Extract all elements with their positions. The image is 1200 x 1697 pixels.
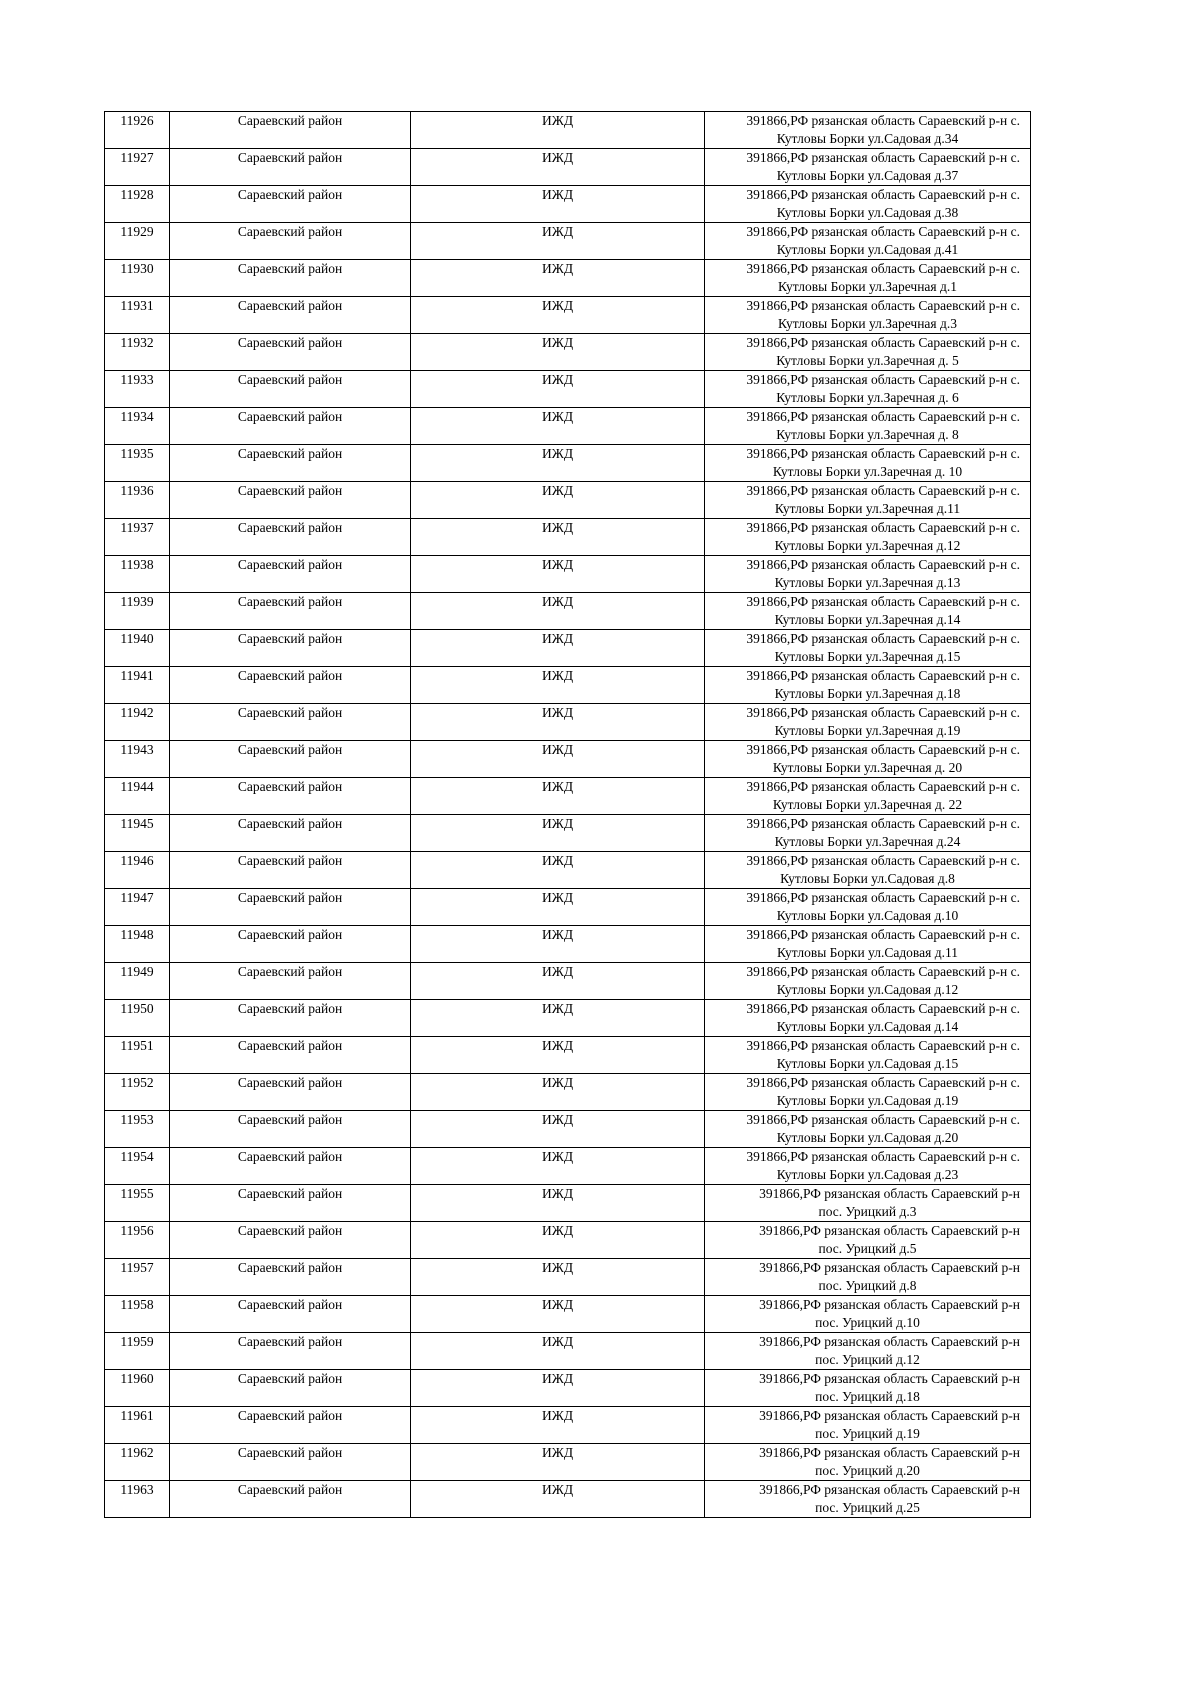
district-cell: Сараевский район [170,1481,411,1518]
object-type-cell: ИЖД [411,1444,705,1481]
object-type-cell: ИЖД [411,815,705,852]
object-type-cell: ИЖД [411,556,705,593]
object-type-cell: ИЖД [411,149,705,186]
district-cell: Сараевский район [170,519,411,556]
district-cell: Сараевский район [170,1148,411,1185]
object-type-cell: ИЖД [411,223,705,260]
address-line-2: Кутловы Борки ул.Заречная д. 10 [772,464,963,479]
object-type-cell: ИЖД [411,1185,705,1222]
object-type-cell: ИЖД [411,445,705,482]
district-cell: Сараевский район [170,889,411,926]
table-row [105,852,1031,889]
address-cell [705,1074,1031,1111]
row-number: 11935 [105,445,170,482]
address-line-1: 391866,РФ рязанская область Сараевский р-н с. [746,890,1020,905]
district-cell: Сараевский район [170,556,411,593]
row-number: 11932 [105,334,170,371]
object-type-cell: ИЖД [411,1074,705,1111]
address-line-2: Кутловы Борки ул.Садовая д.41 [776,242,959,257]
address-line-2: Кутловы Борки ул.Садовая д.11 [777,945,958,960]
address-line-1: 391866,РФ рязанская область Сараевский р-н [759,1371,1020,1386]
registry-table-body [105,112,1031,1518]
row-number: 11939 [105,593,170,630]
table-row [105,260,1031,297]
address-line-1: 391866,РФ рязанская область Сараевский р-н с. [746,224,1020,239]
district-cell: Сараевский район [170,408,411,445]
address-cell [705,556,1031,593]
row-number: 11930 [105,260,170,297]
table-row [105,149,1031,186]
registry-table [104,111,1031,1518]
district-cell: Сараевский район [170,149,411,186]
table-row [105,1481,1031,1518]
address-cell [705,667,1031,704]
object-type-cell: ИЖД [411,1259,705,1296]
address-line-2: Кутловы Борки ул.Садовая д.10 [776,908,959,923]
district-cell: Сараевский район [170,667,411,704]
district-cell: Сараевский район [170,1444,411,1481]
district-cell: Сараевский район [170,112,411,149]
address-cell [705,297,1031,334]
address-cell [705,408,1031,445]
address-line-1: 391866,РФ рязанская область Сараевский р-н с. [746,557,1020,572]
object-type-cell: ИЖД [411,889,705,926]
object-type-cell: ИЖД [411,741,705,778]
address-cell [705,1222,1031,1259]
district-cell: Сараевский район [170,1111,411,1148]
row-number: 11962 [105,1444,170,1481]
object-type-cell: ИЖД [411,926,705,963]
address-cell [705,704,1031,741]
address-cell [705,371,1031,408]
table-row [105,667,1031,704]
row-number: 11933 [105,371,170,408]
address-line-1: 391866,РФ рязанская область Сараевский р-н [759,1334,1020,1349]
district-cell: Сараевский район [170,1185,411,1222]
object-type-cell: ИЖД [411,630,705,667]
address-line-1: 391866,РФ рязанская область Сараевский р-н с. [746,483,1020,498]
row-number: 11963 [105,1481,170,1518]
district-cell: Сараевский район [170,445,411,482]
table-row [105,1444,1031,1481]
address-line-1: 391866,РФ рязанская область Сараевский р-н [759,1223,1020,1238]
address-line-2: Кутловы Борки ул.Заречная д. 22 [772,797,963,812]
row-number: 11946 [105,852,170,889]
address-cell [705,112,1031,149]
object-type-cell: ИЖД [411,519,705,556]
row-number: 11947 [105,889,170,926]
district-cell: Сараевский район [170,963,411,1000]
address-cell [705,926,1031,963]
district-cell: Сараевский район [170,593,411,630]
address-line-1: 391866,РФ рязанская область Сараевский р-н [759,1186,1020,1201]
address-line-2: Кутловы Борки ул.Заречная д.18 [774,686,961,701]
address-line-1: 391866,РФ рязанская область Сараевский р-н с. [746,631,1020,646]
address-cell [705,778,1031,815]
address-cell [705,445,1031,482]
address-line-2: Кутловы Борки ул.Садовая д.19 [776,1093,959,1108]
object-type-cell: ИЖД [411,1407,705,1444]
address-cell [705,852,1031,889]
table-row [105,223,1031,260]
row-number: 11953 [105,1111,170,1148]
address-cell [705,1407,1031,1444]
table-row [105,186,1031,223]
table-row [105,112,1031,149]
address-line-2: Кутловы Борки ул.Заречная д.14 [774,612,961,627]
row-number: 11944 [105,778,170,815]
address-line-1: 391866,РФ рязанская область Сараевский р-н с. [746,1112,1020,1127]
address-cell [705,1370,1031,1407]
table-row [105,371,1031,408]
table-row [105,926,1031,963]
address-line-1: 391866,РФ рязанская область Сараевский р-н с. [746,150,1020,165]
district-cell: Сараевский район [170,1296,411,1333]
address-cell [705,260,1031,297]
object-type-cell: ИЖД [411,1148,705,1185]
table-row [105,1000,1031,1037]
table-row [105,334,1031,371]
row-number: 11936 [105,482,170,519]
table-row [105,482,1031,519]
address-cell [705,1185,1031,1222]
address-cell [705,519,1031,556]
address-line-1: 391866,РФ рязанская область Сараевский р-н с. [746,964,1020,979]
object-type-cell: ИЖД [411,1000,705,1037]
table-row [105,1185,1031,1222]
district-cell: Сараевский район [170,815,411,852]
row-number: 11952 [105,1074,170,1111]
address-line-2: Кутловы Борки ул.Заречная д.11 [774,501,961,516]
address-cell [705,630,1031,667]
table-row [105,889,1031,926]
address-cell [705,1333,1031,1370]
address-cell [705,741,1031,778]
address-line-2: Кутловы Борки ул.Заречная д.1 [777,279,958,294]
object-type-cell: ИЖД [411,1296,705,1333]
table-row [105,408,1031,445]
address-cell [705,186,1031,223]
object-type-cell: ИЖД [411,1111,705,1148]
address-cell [705,482,1031,519]
row-number: 11950 [105,1000,170,1037]
row-number: 11937 [105,519,170,556]
district-cell: Сараевский район [170,371,411,408]
address-line-1: 391866,РФ рязанская область Сараевский р-н с. [746,705,1020,720]
address-line-2: Кутловы Борки ул.Заречная д.15 [774,649,961,664]
table-row [105,445,1031,482]
address-cell [705,1481,1031,1518]
table-row [105,1259,1031,1296]
district-cell: Сараевский район [170,1037,411,1074]
object-type-cell: ИЖД [411,1370,705,1407]
address-line-1: 391866,РФ рязанская область Сараевский р-н с. [746,742,1020,757]
address-line-1: 391866,РФ рязанская область Сараевский р-н с. [746,1038,1020,1053]
row-number: 11938 [105,556,170,593]
table-row [105,1111,1031,1148]
address-line-2: Кутловы Борки ул.Заречная д.13 [774,575,961,590]
address-line-2: Кутловы Борки ул.Садовая д.8 [780,871,955,886]
address-line-1: 391866,РФ рязанская область Сараевский р-н с. [746,853,1020,868]
address-line-1: 391866,РФ рязанская область Сараевский р-н с. [746,816,1020,831]
table-row [105,556,1031,593]
row-number: 11955 [105,1185,170,1222]
row-number: 11954 [105,1148,170,1185]
address-line-1: 391866,РФ рязанская область Сараевский р-н [759,1297,1020,1312]
address-line-2: пос. Урицкий д.8 [818,1278,917,1293]
district-cell: Сараевский район [170,1333,411,1370]
table-row [105,1370,1031,1407]
object-type-cell: ИЖД [411,778,705,815]
object-type-cell: ИЖД [411,408,705,445]
district-cell: Сараевский район [170,926,411,963]
row-number: 11956 [105,1222,170,1259]
address-line-2: пос. Урицкий д.25 [815,1500,920,1515]
address-cell [705,1296,1031,1333]
table-row [105,1407,1031,1444]
address-line-1: 391866,РФ рязанская область Сараевский р-н с. [746,594,1020,609]
table-row [105,630,1031,667]
row-number: 11941 [105,667,170,704]
table-row [105,963,1031,1000]
table-row [105,741,1031,778]
row-number: 11945 [105,815,170,852]
address-line-2: Кутловы Борки ул.Садовая д.14 [776,1019,959,1034]
address-cell [705,1259,1031,1296]
address-line-2: пос. Урицкий д.3 [818,1204,917,1219]
table-row [105,1333,1031,1370]
address-line-2: Кутловы Борки ул.Заречная д.3 [777,316,958,331]
address-line-2: пос. Урицкий д.12 [815,1352,920,1367]
address-line-1: 391866,РФ рязанская область Сараевский р-н с. [746,927,1020,942]
row-number: 11961 [105,1407,170,1444]
address-line-2: Кутловы Борки ул.Заречная д.24 [774,834,961,849]
address-line-2: пос. Урицкий д.20 [815,1463,920,1478]
address-cell [705,1148,1031,1185]
row-number: 11928 [105,186,170,223]
row-number: 11942 [105,704,170,741]
district-cell: Сараевский район [170,297,411,334]
district-cell: Сараевский район [170,260,411,297]
address-cell [705,963,1031,1000]
object-type-cell: ИЖД [411,1037,705,1074]
row-number: 11943 [105,741,170,778]
district-cell: Сараевский район [170,704,411,741]
address-line-1: 391866,РФ рязанская область Сараевский р-н [759,1482,1020,1497]
table-row [105,778,1031,815]
object-type-cell: ИЖД [411,186,705,223]
district-cell: Сараевский район [170,630,411,667]
object-type-cell: ИЖД [411,704,705,741]
table-row [105,1222,1031,1259]
address-line-2: Кутловы Борки ул.Садовая д.20 [776,1130,959,1145]
table-row [105,1074,1031,1111]
address-line-2: пос. Урицкий д.10 [815,1315,920,1330]
address-line-1: 391866,РФ рязанская область Сараевский р-н с. [746,779,1020,794]
address-cell [705,815,1031,852]
address-line-2: Кутловы Борки ул.Садовая д.15 [776,1056,959,1071]
table-row [105,519,1031,556]
table-row [105,1037,1031,1074]
address-line-2: Кутловы Борки ул.Заречная д.19 [774,723,961,738]
address-line-1: 391866,РФ рязанская область Сараевский р-н с. [746,372,1020,387]
address-cell [705,223,1031,260]
address-line-1: 391866,РФ рязанская область Сараевский р-н с. [746,446,1020,461]
address-cell [705,593,1031,630]
row-number: 11940 [105,630,170,667]
object-type-cell: ИЖД [411,593,705,630]
address-line-1: 391866,РФ рязанская область Сараевский р-н с. [746,409,1020,424]
row-number: 11957 [105,1259,170,1296]
district-cell: Сараевский район [170,1407,411,1444]
address-cell [705,1000,1031,1037]
address-line-2: Кутловы Борки ул.Заречная д. 5 [776,353,959,368]
row-number: 11958 [105,1296,170,1333]
address-cell [705,1037,1031,1074]
district-cell: Сараевский район [170,778,411,815]
row-number: 11927 [105,149,170,186]
address-line-2: пос. Урицкий д.18 [815,1389,920,1404]
address-line-1: 391866,РФ рязанская область Сараевский р-н [759,1408,1020,1423]
object-type-cell: ИЖД [411,1222,705,1259]
object-type-cell: ИЖД [411,852,705,889]
district-cell: Сараевский район [170,1259,411,1296]
object-type-cell: ИЖД [411,667,705,704]
row-number: 11926 [105,112,170,149]
address-line-2: Кутловы Борки ул.Садовая д.37 [776,168,959,183]
address-line-2: пос. Урицкий д.5 [818,1241,917,1256]
district-cell: Сараевский район [170,741,411,778]
row-number: 11934 [105,408,170,445]
table-row [105,815,1031,852]
address-cell [705,334,1031,371]
row-number: 11949 [105,963,170,1000]
district-cell: Сараевский район [170,1074,411,1111]
address-line-1: 391866,РФ рязанская область Сараевский р-н с. [746,1075,1020,1090]
address-line-2: пос. Урицкий д.19 [815,1426,920,1441]
district-cell: Сараевский район [170,223,411,260]
object-type-cell: ИЖД [411,297,705,334]
address-cell [705,1111,1031,1148]
address-line-2: Кутловы Борки ул.Садовая д.12 [776,982,959,997]
district-cell: Сараевский район [170,1370,411,1407]
table-row [105,297,1031,334]
district-cell: Сараевский район [170,1000,411,1037]
object-type-cell: ИЖД [411,482,705,519]
object-type-cell: ИЖД [411,1333,705,1370]
table-row [105,1296,1031,1333]
object-type-cell: ИЖД [411,112,705,149]
table-row [105,593,1031,630]
district-cell: Сараевский район [170,334,411,371]
object-type-cell: ИЖД [411,1481,705,1518]
address-line-2: Кутловы Борки ул.Заречная д. 8 [776,427,959,442]
address-line-2: Кутловы Борки ул.Садовая д.38 [776,205,959,220]
row-number: 11960 [105,1370,170,1407]
district-cell: Сараевский район [170,186,411,223]
row-number: 11948 [105,926,170,963]
district-cell: Сараевский район [170,852,411,889]
address-line-1: 391866,РФ рязанская область Сараевский р-н с. [746,298,1020,313]
address-line-1: 391866,РФ рязанская область Сараевский р-н с. [746,1149,1020,1164]
table-row [105,1148,1031,1185]
address-line-1: 391866,РФ рязанская область Сараевский р-н с. [746,520,1020,535]
object-type-cell: ИЖД [411,334,705,371]
address-line-1: 391866,РФ рязанская область Сараевский р-н [759,1445,1020,1460]
address-cell [705,149,1031,186]
address-line-2: Кутловы Борки ул.Садовая д.34 [776,131,959,146]
row-number: 11929 [105,223,170,260]
object-type-cell: ИЖД [411,371,705,408]
address-line-2: Кутловы Борки ул.Заречная д.12 [774,538,961,553]
address-line-1: 391866,РФ рязанская область Сараевский р-н с. [746,113,1020,128]
address-line-1: 391866,РФ рязанская область Сараевский р-н с. [746,187,1020,202]
district-cell: Сараевский район [170,1222,411,1259]
row-number: 11931 [105,297,170,334]
address-line-1: 391866,РФ рязанская область Сараевский р-н с. [746,261,1020,276]
object-type-cell: ИЖД [411,260,705,297]
address-line-2: Кутловы Борки ул.Заречная д. 20 [772,760,963,775]
table-row [105,704,1031,741]
row-number: 11959 [105,1333,170,1370]
address-cell [705,1444,1031,1481]
district-cell: Сараевский район [170,482,411,519]
address-line-2: Кутловы Борки ул.Садовая д.23 [776,1167,959,1182]
address-line-1: 391866,РФ рязанская область Сараевский р-н с. [746,1001,1020,1016]
address-line-2: Кутловы Борки ул.Заречная д. 6 [776,390,959,405]
object-type-cell: ИЖД [411,963,705,1000]
address-cell [705,889,1031,926]
address-line-1: 391866,РФ рязанская область Сараевский р-н с. [746,335,1020,350]
address-line-1: 391866,РФ рязанская область Сараевский р-н с. [746,668,1020,683]
row-number: 11951 [105,1037,170,1074]
address-line-1: 391866,РФ рязанская область Сараевский р-н [759,1260,1020,1275]
